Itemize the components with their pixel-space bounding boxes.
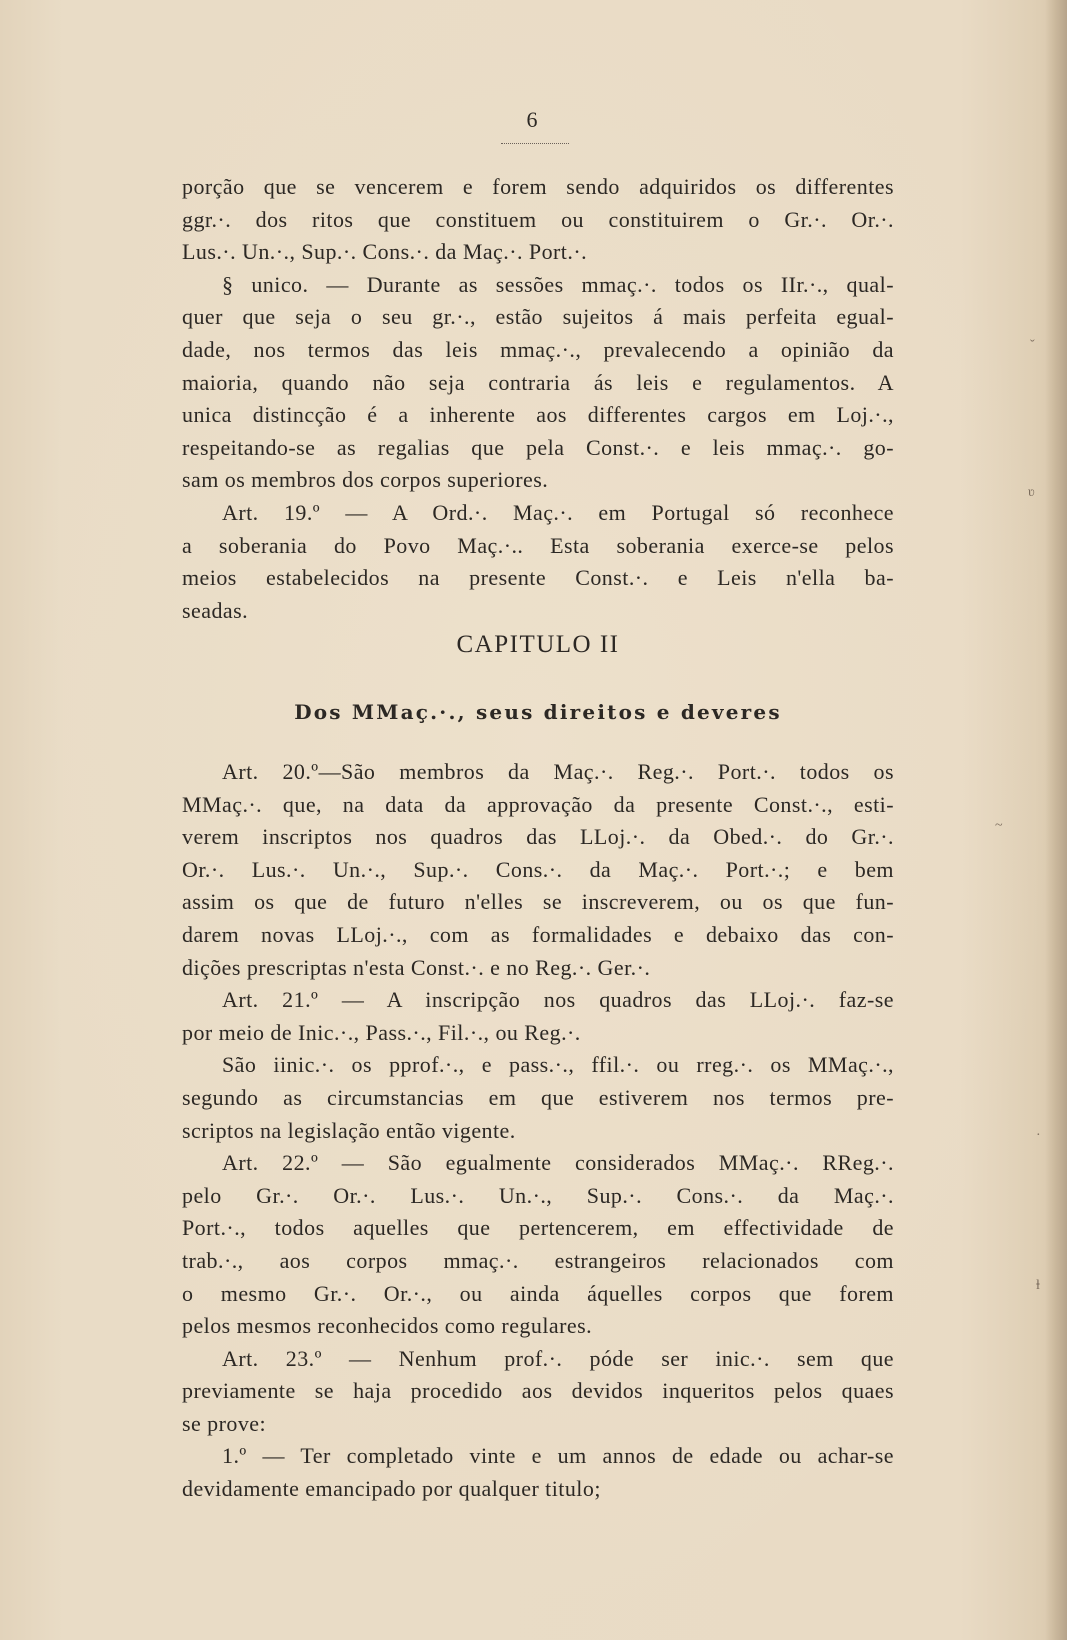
text-line: MMaç.·. que, na data da approvação da presente Const.·., esti- xyxy=(182,791,894,817)
text-line: pelos mesmos reconhecidos como regulares. xyxy=(182,1313,593,1339)
chapter-title: CAPITULO II xyxy=(456,631,620,658)
text-line: Art. 20.º—São membros da Maç.·. Reg.·. Port.·. todos os xyxy=(222,759,894,784)
text-line: sam os membros dos corpos superiores. xyxy=(182,467,549,493)
text-line: Art. 23.º — Nenhum prof.·. póde ser inic.·. sem que xyxy=(222,1345,894,1371)
page-number: 6 xyxy=(526,107,538,132)
paragraph-block-1 xyxy=(182,171,894,627)
text-line: porção que se vencerem e forem sendo adquiridos os differentes xyxy=(182,174,894,199)
text-line: ggr.·. dos ritos que constituem ou constituirem o Gr.·. Or.·. xyxy=(182,206,894,232)
text-line: previamente se haja procedido aos devidos inqueritos pelos quaes xyxy=(182,1378,894,1404)
text-line: Art. 21.º — A inscripção nos quadros das LLoj.·. faz-se xyxy=(222,987,894,1013)
text-line: segundo as circumstancias em que estiverem nos termos pre- xyxy=(182,1084,894,1110)
text-line: darem novas LLoj.·., com as formalidades e debaixo das con- xyxy=(182,921,894,947)
text-line: verem inscriptos nos quadros das LLoj.·. da Obed.·. do Gr.·. xyxy=(182,824,894,850)
text-line: maioria, quando não seja contraria ás leis e regulamentos. A xyxy=(182,369,894,395)
margin-speck-mark: ⱡ xyxy=(1036,1278,1040,1293)
margin-speck-mark: · xyxy=(1036,1128,1041,1143)
text-line: São iinic.·. os pprof.·., e pass.·., ffil.·. ou rreg.·. os MMaç.·., xyxy=(222,1052,894,1078)
text-line: Lus.·. Un.·., Sup.·. Cons.·. da Maç.·. Port.·. xyxy=(182,239,588,265)
margin-speck-mark: ~ xyxy=(995,818,1003,833)
text-line: scriptos na legislação então vigente. xyxy=(182,1117,516,1143)
text-line: trab.·., aos corpos mmaç.·. estrangeiros relacionados com xyxy=(182,1247,894,1273)
text-line: por meio de Inic.·., Pass.·., Fil.·., ou Reg.·. xyxy=(182,1019,581,1045)
text-line: devidamente emancipado por qualquer titulo; xyxy=(182,1476,601,1502)
text-line: o mesmo Gr.·. Or.·., ou ainda áquelles corpos que forem xyxy=(182,1280,894,1306)
margin-speck-mark: ˇ xyxy=(1030,338,1035,353)
text-line: Art. 22.º — São egualmente considerados MMaç.·. RReg.·. xyxy=(222,1150,894,1176)
text-line: respeitando-se as regalias que pela Const.·. e leis mmaç.·. go- xyxy=(182,434,894,460)
page-number-rule xyxy=(501,143,569,144)
text-line: 1.º — Ter completado vinte e um annos de edade ou achar-se xyxy=(222,1443,894,1469)
text-line: assim os que de futuro n'elles se inscreverem, ou os que fun- xyxy=(182,889,894,915)
text-line: seadas. xyxy=(182,597,249,623)
text-line: meios estabelecidos na presente Const.·. e Leis n'ella ba- xyxy=(182,565,894,591)
text-line: § unico. — Durante as sessões mmaç.·. todos os IIr.·., qual- xyxy=(222,271,894,297)
margin-speck-mark: ʋ xyxy=(1028,485,1035,500)
text-line: dade, nos termos das leis mmaç.·., prevalecendo a opinião da xyxy=(182,336,894,362)
text-line: se prove: xyxy=(182,1410,267,1436)
text-line: dições prescriptas n'esta Const.·. e no Reg.·. Ger.·. xyxy=(182,954,651,980)
text-line: unica distincção é a inherente aos differentes cargos em Loj.·., xyxy=(182,402,894,428)
text-line: quer que seja o seu gr.·., estão sujeitos á mais perfeita egual- xyxy=(182,304,894,330)
text-line: pelo Gr.·. Or.·. Lus.·. Un.·., Sup.·. Cons.·. da Maç.·. xyxy=(182,1182,894,1208)
text-line: a soberania do Povo Maç.·.. Esta soberania exerce-se pelos xyxy=(182,532,894,558)
paragraph-block-2 xyxy=(182,756,894,1506)
text-line: Art. 19.º — A Ord.·. Maç.·. em Portugal só reconhece xyxy=(222,499,894,525)
text-line: Port.·., todos aquelles que pertencerem, em effectividade de xyxy=(182,1215,894,1241)
page-edge-shadow xyxy=(1045,0,1067,1640)
text-line: Or.·. Lus.·. Un.·., Sup.·. Cons.·. da Maç.·. Port.·.; e bem xyxy=(182,856,894,882)
section-heading: Dos MMaç.·., seus direitos e deveres xyxy=(294,700,782,724)
